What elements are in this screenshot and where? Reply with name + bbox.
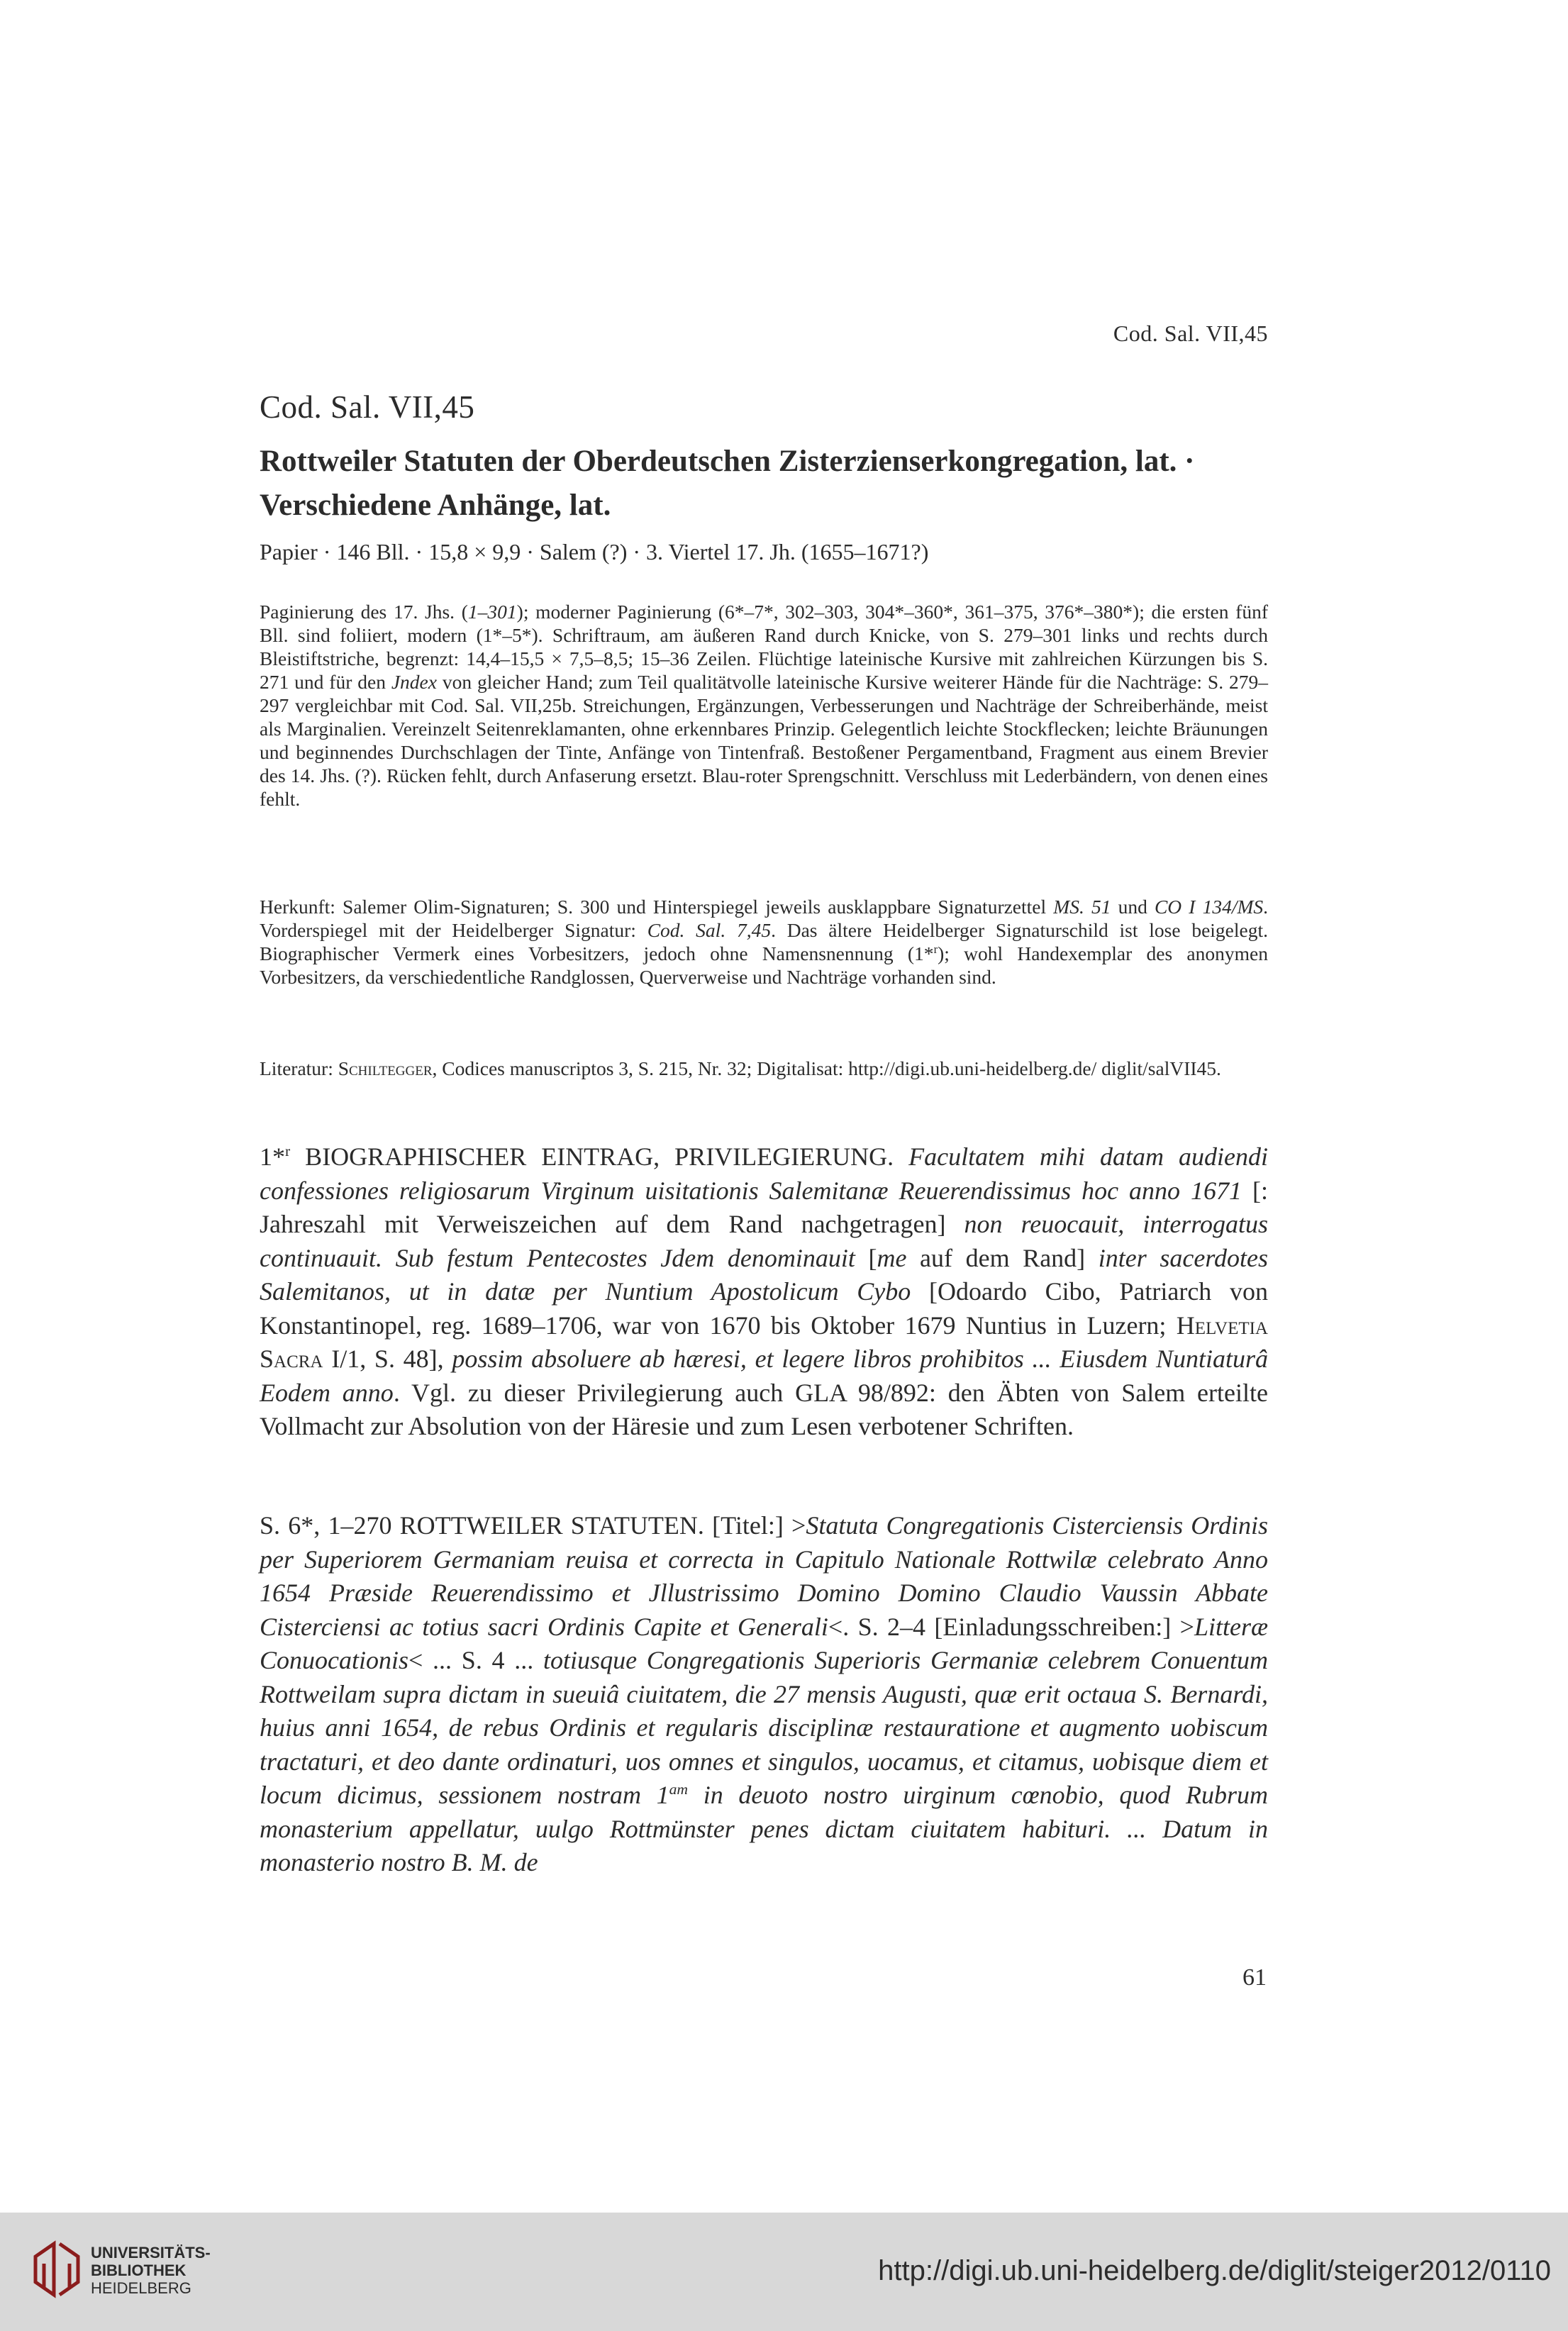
literature-paragraph: Literatur: Schiltegger, Codices manuscriptos 3, S. 215, Nr. 32; Digitalisat: http://digi.ub.uni-heidelberg.de/ diglit/salVII45. <box>260 1057 1221 1079</box>
physical-description: Papier · 146 Bll. · 15,8 × 9,9 · Salem (?) · 3. Viertel 17. Jh. (1655–1671?) <box>260 539 929 564</box>
content-entry-statutes: S. 6*, 1–270 ROTTWEILER STATUTEN. [Titel:] >Statuta Congregationis Cisterciensis Ordinis per Superiorem Germaniam reuisa et correcta in Capitulo Nationale Rottwilæ celebrato Anno 1654 Præside Reuerendissimo et Jllustrissimo Domino Domino Claudio Vaussin Abbate Cisterciensi ac totius sacri Ordinis Capite et Generali<. S. 2–4 [Einladungsschreiben:] >Litteræ Conuocationis< ... S. 4 ... totiusque Congregationis Superioris Germaniæ celebrem Conuentum Rottweilam supra dictam in sueuiâ ciuitatem, die 27 mensis Augusti, quæ erit octaua S. Bernardi, huius anni 1654, de rebus Ordinis et regularis disciplinæ restauratione et augmento uobiscum tractaturi, et deo dante ordinaturi, uos omnes et singulos, uocamus, et citamus, uobisque diem et locum dicimus, sessionem nostram $1^{am}$ in deuoto nostro uirginum cœnobio, quod Rubrum monasterium appellatur, uulgo Rottmünster penes dictam ciuitatem habituri. ... Datum in monasterio nostro B. M. de <box>260 1511 1269 1876</box>
content-entry-biographical: 1*$^r$ BIOGRAPHISCHER EINTRAG, PRIVILEGIERUNG. Facultatem mihi datam audiendi confessiones religiosarum Virginum uisitationis Salemitanæ Reuerendissimus hoc anno 1671 [: Jahreszahl mit Verweiszeichen auf dem Rand nachgetragen] non reuocauit, interrogatus continuauit. Sub festum Pentecostes Jdem denominauit [me auf dem Rand] inter sacerdotes Salemitanos, ut in datæ per Nuntium Apostolicum Cybo [Odoardo Cibo, Patriarch von Konstantinopel, reg. 1689–1706, war von 1670 bis Oktober 1679 Nuntius in Luzern; Helvetia Sacra I/1, S. 48], possim absoluere ab hæresi, et legere libros prohibitos ... Eiusdem Nuntiaturâ Eodem anno. Vgl. zu dieser Privilegierung auch GLA 98/892: den Äbten von Salem erteilte Vollmacht zur Absolution von der Häresie und zum Lesen verbotener Schriften. <box>260 1142 1269 1440</box>
codex-title: Cod. Sal. VII,45 <box>260 389 475 425</box>
viewer-footer <box>0 2213 1568 2331</box>
provenance-paragraph: Herkunft: Salemer Olim-Signaturen; S. 300 und Hinterspiegel jeweils ausklappbare Signaturzettel MS. 51 und CO I 134/MS. Vorderspiegel mit der Heidelberger Signatur: Cod. Sal. 7,45. Das ältere Heidelberger Signaturschild ist lose beigelegt. Biographischer Vermerk eines Vorbesitzers, jedoch ohne Namensnennung (1*$^r$); wohl Handexemplar des anonymen Vorbesitzers, da verschiedentliche Randglossen, Querverweise und Nachträge vorhanden sind. <box>260 896 1269 988</box>
ub-heidelberg-logo-icon <box>28 2235 85 2303</box>
work-title: Rottweiler Statuten der Oberdeutschen Zisterzienserkongregation, lat. · Verschiedene Anhänge, lat. <box>260 445 1195 522</box>
codicological-description: Paginierung des 17. Jhs. (1–301); moderner Paginierung (6*–7*, 302–303, 304*–360*, 361–375, 376*–380*); die ersten fünf Bll. sind foliiert, modern (1*–5*). Schriftraum, am äußeren Rand durch Knicke, von S. 279–301 links und rechts durch Bleistiftstriche, begrenzt: 14,4–15,5 × 7,5–8,5; 15–36 Zeilen. Flüchtige lateinische Kursive mit zahlreichen Kürzungen bis S. 271 und für den Jndex von gleicher Hand; zum Teil qualitätvolle lateinische Kursive weiterer Hände für die Nachträge: S. 279–297 vergleichbar mit Cod. Sal. VII,25b. Streichungen, Ergänzungen, Verbesserungen und Nachträge der Schreiberhände, meist als Marginalien. Vereinzelt Seitenreklamanten, ohne erkennbares Prinzip. Gelegentlich leichte Stockflecken; leichte Bräunungen und beginnendes Durchschlagen der Tinte, Anfänge von Tintenfraß. Bestoßener Pergamentband, Fragment aus einem Brevier des 14. Jhs. (?). Rücken fehlt, durch Anfaserung ersetzt. Blau-roter Sprengschnitt. Verschluss mit Lederbändern, von denen eines fehlt. <box>260 601 1268 810</box>
page-number: 61 <box>1242 1964 1267 1991</box>
institution-name: UNIVERSITÄTS- BIBLIOTHEK HEIDELBERG <box>91 2244 211 2297</box>
permalink-url[interactable]: http://digi.ub.uni-heidelberg.de/diglit/steiger2012/0110 <box>878 2255 1551 2286</box>
running-head: Cod. Sal. VII,45 <box>1113 321 1268 346</box>
